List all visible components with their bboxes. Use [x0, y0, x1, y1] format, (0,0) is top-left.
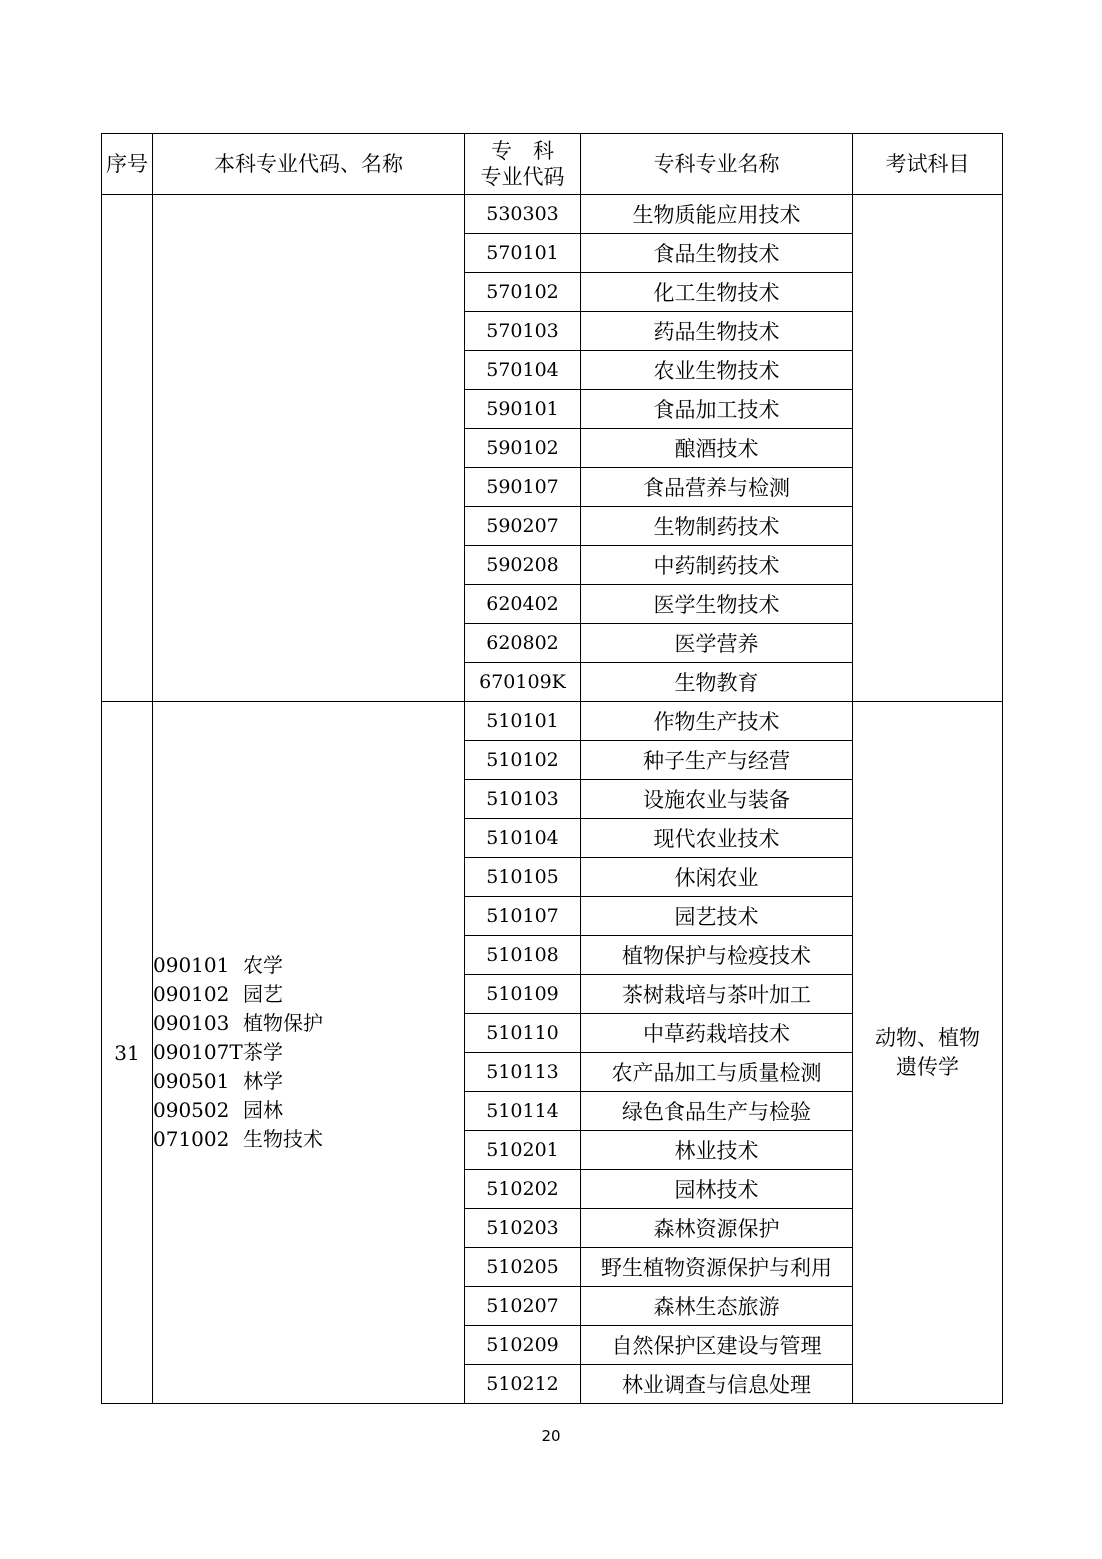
vocational-name-cell: 现代农业技术: [581, 819, 853, 858]
undergrad-major-code: 090502: [153, 1098, 230, 1122]
vocational-name-cell: 林业调查与信息处理: [581, 1365, 853, 1404]
vocational-name-cell: 医学营养: [581, 624, 853, 663]
vocational-name-cell: 种子生产与经营: [581, 741, 853, 780]
vocational-name-cell: 药品生物技术: [581, 312, 853, 351]
vocational-name-cell: 植物保护与检疫技术: [581, 936, 853, 975]
vocational-code-cell: 510209: [465, 1326, 581, 1365]
header-vocational-name: 专科专业名称: [581, 134, 853, 195]
vocational-code-cell: 510101: [465, 702, 581, 741]
vocational-code-cell: 510207: [465, 1287, 581, 1326]
vocational-name-cell: 农产品加工与质量检测: [581, 1053, 853, 1092]
vocational-code-cell: 590207: [465, 507, 581, 546]
vocational-name-cell: 茶树栽培与茶叶加工: [581, 975, 853, 1014]
vocational-name-cell: 酿酒技术: [581, 429, 853, 468]
header-undergrad-major: 本科专业代码、名称: [153, 134, 465, 195]
vocational-name-cell: 休闲农业: [581, 858, 853, 897]
vocational-name-cell: 食品生物技术: [581, 234, 853, 273]
vocational-code-cell: 570101: [465, 234, 581, 273]
undergrad-major-name: 茶学: [243, 1040, 283, 1064]
table-row: [102, 195, 1003, 234]
table-header-row: [102, 134, 1003, 195]
page-number: 20: [541, 1427, 561, 1445]
undergrad-major-name: 生物技术: [243, 1127, 323, 1151]
vocational-name-cell: 生物质能应用技术: [581, 195, 853, 234]
vocational-code-cell: 570104: [465, 351, 581, 390]
vocational-code-cell: 570103: [465, 312, 581, 351]
vocational-name-cell: 化工生物技术: [581, 273, 853, 312]
major-exam-table: [101, 133, 1003, 1404]
header-code-line1: 专 科: [491, 139, 554, 163]
vocational-name-cell: 园艺技术: [581, 897, 853, 936]
vocational-code-cell: 570102: [465, 273, 581, 312]
undergrad-major-name: 园林: [243, 1098, 283, 1122]
vocational-code-cell: 510108: [465, 936, 581, 975]
vocational-code-cell: 510109: [465, 975, 581, 1014]
exam-subject-line1: 动物、植物: [875, 1025, 980, 1050]
vocational-code-cell: 620802: [465, 624, 581, 663]
undergrad-major-item: [153, 1067, 464, 1096]
vocational-code-cell: 510107: [465, 897, 581, 936]
vocational-name-cell: 森林生态旅游: [581, 1287, 853, 1326]
vocational-name-cell: 农业生物技术: [581, 351, 853, 390]
undergrad-major-name: 林学: [243, 1069, 283, 1093]
header-exam-subject: 考试科目: [853, 134, 1003, 195]
vocational-code-cell: 510205: [465, 1248, 581, 1287]
vocational-name-cell: 中草药栽培技术: [581, 1014, 853, 1053]
vocational-name-cell: 食品加工技术: [581, 390, 853, 429]
vocational-name-cell: 生物制药技术: [581, 507, 853, 546]
vocational-code-cell: 590107: [465, 468, 581, 507]
vocational-name-cell: 野生植物资源保护与利用: [581, 1248, 853, 1287]
vocational-code-cell: 590102: [465, 429, 581, 468]
undergrad-major-item: [153, 1038, 464, 1067]
undergrad-major-name: 园艺: [243, 982, 283, 1006]
header-seq: 序号: [102, 134, 153, 195]
table-row: [102, 702, 1003, 741]
vocational-code-cell: 510104: [465, 819, 581, 858]
vocational-name-cell: 林业技术: [581, 1131, 853, 1170]
undergrad-majors-cell: [153, 195, 465, 702]
vocational-code-cell: 620402: [465, 585, 581, 624]
vocational-code-cell: 590208: [465, 546, 581, 585]
undergrad-major-name: 农学: [243, 953, 283, 977]
vocational-name-cell: 医学生物技术: [581, 585, 853, 624]
vocational-code-cell: 510202: [465, 1170, 581, 1209]
vocational-name-cell: 生物教育: [581, 663, 853, 702]
undergrad-major-name: 植物保护: [243, 1011, 323, 1035]
undergrad-major-code: 090103: [153, 1011, 230, 1035]
exam-subject-cell: [853, 702, 1003, 1404]
vocational-name-cell: 森林资源保护: [581, 1209, 853, 1248]
vocational-code-cell: 510103: [465, 780, 581, 819]
vocational-code-cell: 510114: [465, 1092, 581, 1131]
undergrad-major-item: [153, 1096, 464, 1125]
undergrad-major-item: [153, 1125, 464, 1154]
vocational-name-cell: 中药制药技术: [581, 546, 853, 585]
vocational-code-cell: 510203: [465, 1209, 581, 1248]
seq-cell: [102, 195, 153, 702]
vocational-name-cell: 自然保护区建设与管理: [581, 1326, 853, 1365]
undergrad-major-item: [153, 951, 464, 980]
exam-subject-line2: 遗传学: [896, 1054, 959, 1079]
vocational-name-cell: 作物生产技术: [581, 702, 853, 741]
undergrad-majors-cell: [153, 702, 465, 1404]
undergrad-major-code: 090102: [153, 982, 230, 1006]
undergrad-major-item: [153, 980, 464, 1009]
undergrad-major-code: 090107T: [153, 1040, 243, 1064]
vocational-code-cell: 590101: [465, 390, 581, 429]
vocational-code-cell: 510212: [465, 1365, 581, 1404]
vocational-name-cell: 绿色食品生产与检验: [581, 1092, 853, 1131]
undergrad-major-code: 071002: [153, 1127, 230, 1151]
vocational-code-cell: 530303: [465, 195, 581, 234]
vocational-name-cell: 园林技术: [581, 1170, 853, 1209]
vocational-code-cell: 510102: [465, 741, 581, 780]
seq-cell: 31: [102, 702, 153, 1404]
vocational-name-cell: 食品营养与检测: [581, 468, 853, 507]
vocational-code-cell: 510113: [465, 1053, 581, 1092]
vocational-name-cell: 设施农业与装备: [581, 780, 853, 819]
exam-subject-cell: [853, 195, 1003, 702]
header-code-line2: 专业代码: [480, 165, 565, 189]
undergrad-major-code: 090101: [153, 953, 230, 977]
vocational-code-cell: 510201: [465, 1131, 581, 1170]
header-vocational-code: [465, 134, 581, 195]
undergrad-major-item: [153, 1009, 464, 1038]
vocational-code-cell: 510110: [465, 1014, 581, 1053]
undergrad-major-code: 090501: [153, 1069, 230, 1093]
vocational-code-cell: 670109K: [465, 663, 581, 702]
vocational-code-cell: 510105: [465, 858, 581, 897]
